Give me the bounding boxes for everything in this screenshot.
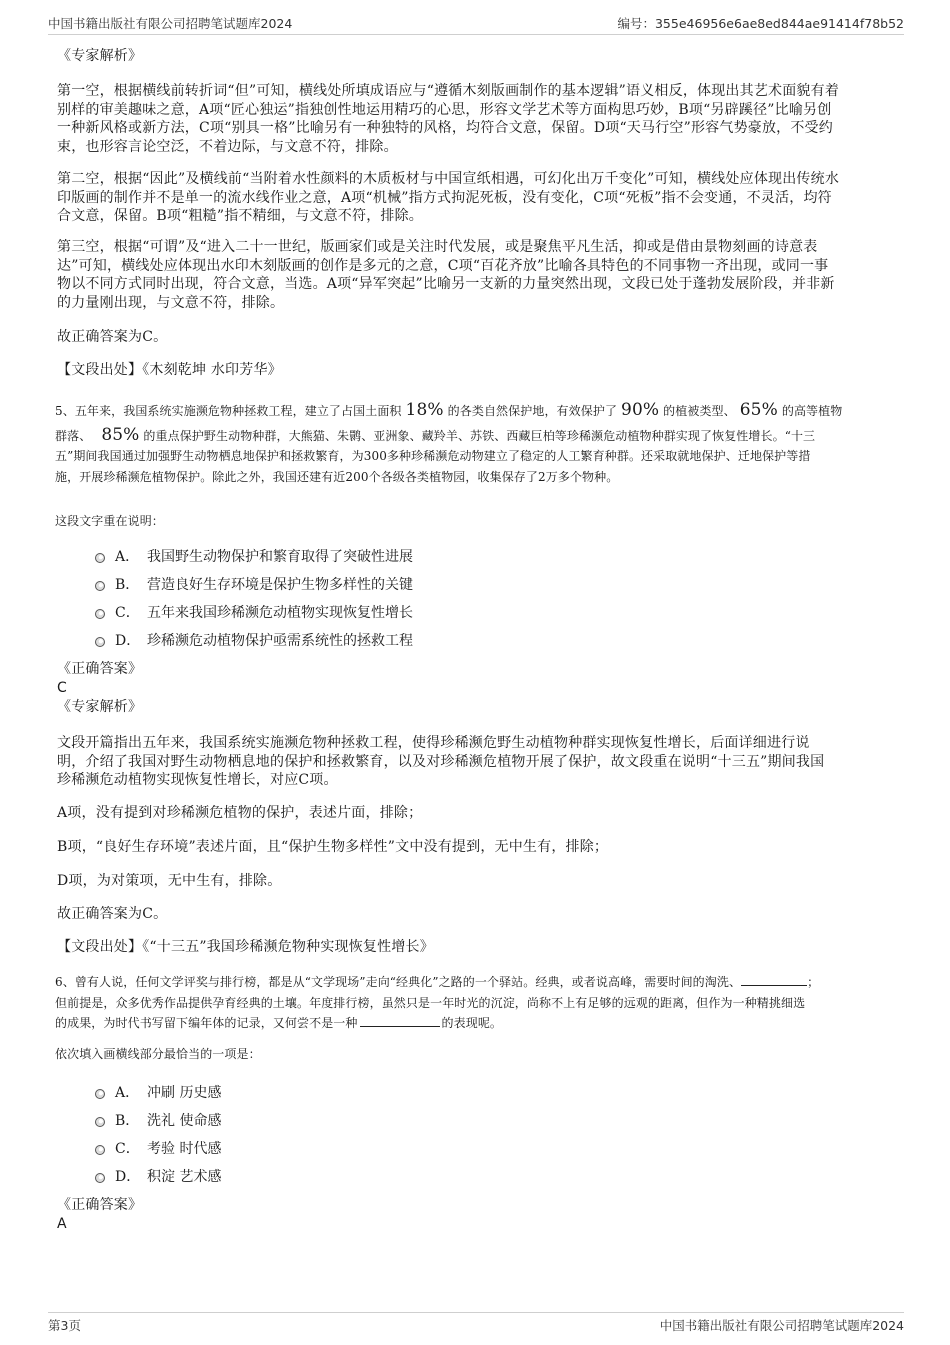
q6-options [95,1078,221,1190]
text-line: 一种新风格或新方法，C项“别具一格”比喻另有一种独特的风格，均符合文意，保留。D项“天马行空”形容气势豪放，不受约 [57,120,833,136]
text-line: 印版画的制作并不是单一的流水线作业之意，A项“机械”指方式拘泥死板，没有变化，C项“死板”指不会变通，不灵活，均符 [57,189,832,206]
text-line: 第一空，根据横线前转折词“但”可知，横线处所填成语应与“遵循木刻版画制作的基本逻辑”语义相反，体现出其艺术面貌有着 [57,83,840,99]
header-title: 中国书籍出版社有限公司招聘笔试题库2024 [48,16,293,31]
q5-prompt: 这段文字重在说明： [55,514,164,528]
q5-note-b: B项，“良好生存环境”表述片面，且“保护生物多样性”文中没有提到，无中生有，排除； [57,839,609,855]
percent-value: 90% [621,400,660,420]
option-b[interactable]: B． 营造良好生存环境是保护生物多样性的关键 [95,570,413,598]
q4-expert-label: 《专家解析》 [57,48,143,64]
q4-analysis-para-1 [57,82,893,156]
radio-icon[interactable] [95,1173,105,1183]
text-line: 明，介绍了我国对野生动物栖息地的保护和拯救繁育，以及对珍稀濒危植物开展了保护，故文段重在说明“十三五”期间我国 [57,753,825,770]
q4-conclusion: 故正确答案为C。 [57,329,168,345]
text-line: 的力量刚出现，与文意不符，排除。 [57,294,285,311]
option-c[interactable]: C． 五年来我国珍稀濒危动植物实现恢复性增长 [95,598,413,626]
q5-analysis [57,734,893,790]
radio-icon[interactable] [95,1145,105,1155]
q5-answer-block [57,660,893,717]
page-footer [48,1312,904,1333]
q5-note-a: A项，没有提到对珍稀濒危植物的保护，表述片面，排除； [57,805,423,821]
text-line: 达”可知，横线处应体现出水印木刻版画的创作是多元的之意，C项“百花齐放”比喻各具特色的不同事物一齐出现，或同一事 [57,257,829,274]
document-id: 编号：355e46956e6ae8ed844ae91414f78b52 [617,16,904,31]
radio-icon[interactable] [95,609,105,619]
option-b[interactable]: B． 洗礼 使命感 [95,1106,221,1134]
option-d[interactable]: D． 积淀 艺术感 [95,1162,221,1190]
q6-prompt: 依次填入画横线部分最恰当的一项是： [55,1047,261,1061]
text-line: 文段开篇指出五年来，我国系统实施濒危物种拯救工程，使得珍稀濒危野生动植物种群实现恢复性增长，后面详细进行说 [57,735,810,751]
radio-icon[interactable] [95,553,105,563]
text-line: 别样的审美趣味之意，A项“匠心独运”指独创性地运用精巧的心思，形容文学艺术等方面构思巧妙，B项“另辟蹊径”比喻另创 [57,101,832,118]
answer-label: 《正确答案》 [57,661,143,677]
text-line: 物以不同方式同时出现，符合文意，当选。A项“异军突起”比喻另一支新的力量突然出现，文段已处于蓬勃发展阶段，并非新 [57,276,835,292]
answer-value: A [57,1216,67,1232]
radio-icon[interactable] [95,637,105,647]
text-line: 五”期间我国通过加强野生动物栖息地保护和拯救繁育，为300多种珍稀濒危动物建立了稳定的人工繁育种群。还采取就地保护、迁地保护等措 [55,449,811,463]
q5-stem: 5、五年来，我国系统实施濒危物种拯救工程，建立了占国土面积 18% 的各类自然保护地，有效保护了 90% 的植被类型、 65% 的高等植物 群落、 85% 的重点保护野生动物种群，大熊猫、朱鹮、亚洲象、藏羚羊、苏铁、西藏巨柏等珍稀濒危动植物种群实现了恢复性增长。“十三 五”期间我国通过加强野生动物栖息地保护和拯救繁育，为300多种珍稀濒危动物建立了稳定的人工繁育种群。还采取就地保护、迁地保护等措 施，开展珍稀濒危植物保护。除此之外，我国还建有近200个各级各类植物园，收集保存了2万多个物种。 [55,400,891,487]
radio-icon[interactable] [95,1117,105,1127]
percent-value: 65% [739,400,778,420]
option-d[interactable]: D． 珍稀濒危动植物保护亟需系统性的拯救工程 [95,626,413,654]
text-line: 束，也形容言论空泛，不着边际，与文意不符，排除。 [57,138,398,155]
option-c[interactable]: C． 考验 时代感 [95,1134,221,1162]
answer-value: C [57,680,67,696]
percent-value: 85% [101,424,140,445]
text-line: 第二空，根据“因此”及横线前“当附着水性颜料的木质板材与中国宣纸相遇，可幻化出万千变化”可知，横线处应体现出传统水 [57,171,840,187]
q6-stem: 6、曾有人说，任何文学评奖与排行榜，都是从“文学现场”走向“经典化”之路的一个驿站。经典，或者说高峰，需要时间的淘洗、 ； 但前提是，众多优秀作品提供孕育经典的土壤。年度排行榜，虽然只是一年时光的沉淀，尚称不上有足够的远观的距离，但作为一种精挑细选 的成果，为时代书写留下编年体的记录，又何尝不是一种 的表现呢。 [55,975,820,1030]
q5-note-d: D项，为对策项，无中生有，排除。 [57,873,282,889]
text-line: 珍稀濒危动植物实现恢复性增长，对应C项。 [57,772,338,788]
radio-icon[interactable] [95,581,105,591]
page-header [48,12,904,35]
q4-source: 【文段出处】《木刻乾坤 水印芳华》 [57,362,282,378]
q5-conclusion: 故正确答案为C。 [57,906,168,922]
option-a[interactable]: A． 我国野生动物保护和繁育取得了突破性进展 [95,542,413,570]
text-line: 施，开展珍稀濒危植物保护。除此之外，我国还建有近200个各级各类植物园，收集保存了2万多个物种。 [55,469,619,484]
footer-title: 中国书籍出版社有限公司招聘笔试题库2024 [659,1318,904,1333]
expert-label: 《专家解析》 [57,699,143,715]
q5-options [95,542,413,654]
text-line: 第三空，根据“可谓”及“进入二十一世纪，版画家们或是关注时代发展，或是聚焦平凡生活，抑或是借由景物刻画的诗意表 [57,239,818,255]
page-number: 第3页 [48,1318,81,1333]
fill-blank-1 [741,973,807,986]
radio-icon[interactable] [95,1089,105,1099]
text-line: 合文意，保留。B项“粗糙”指不精细，与文意不符，排除。 [57,208,424,224]
q6-answer-block [57,1196,893,1234]
q5-source: 【文段出处】《“十三五”我国珍稀濒危物种实现恢复性增长》 [57,939,434,955]
option-a[interactable]: A． 冲刷 历史感 [95,1078,221,1106]
q4-analysis-para-3 [57,238,893,312]
q4-analysis-para-2 [57,170,893,226]
fill-blank-2 [360,1014,440,1027]
answer-label: 《正确答案》 [57,1197,143,1213]
percent-value: 18% [405,400,444,420]
